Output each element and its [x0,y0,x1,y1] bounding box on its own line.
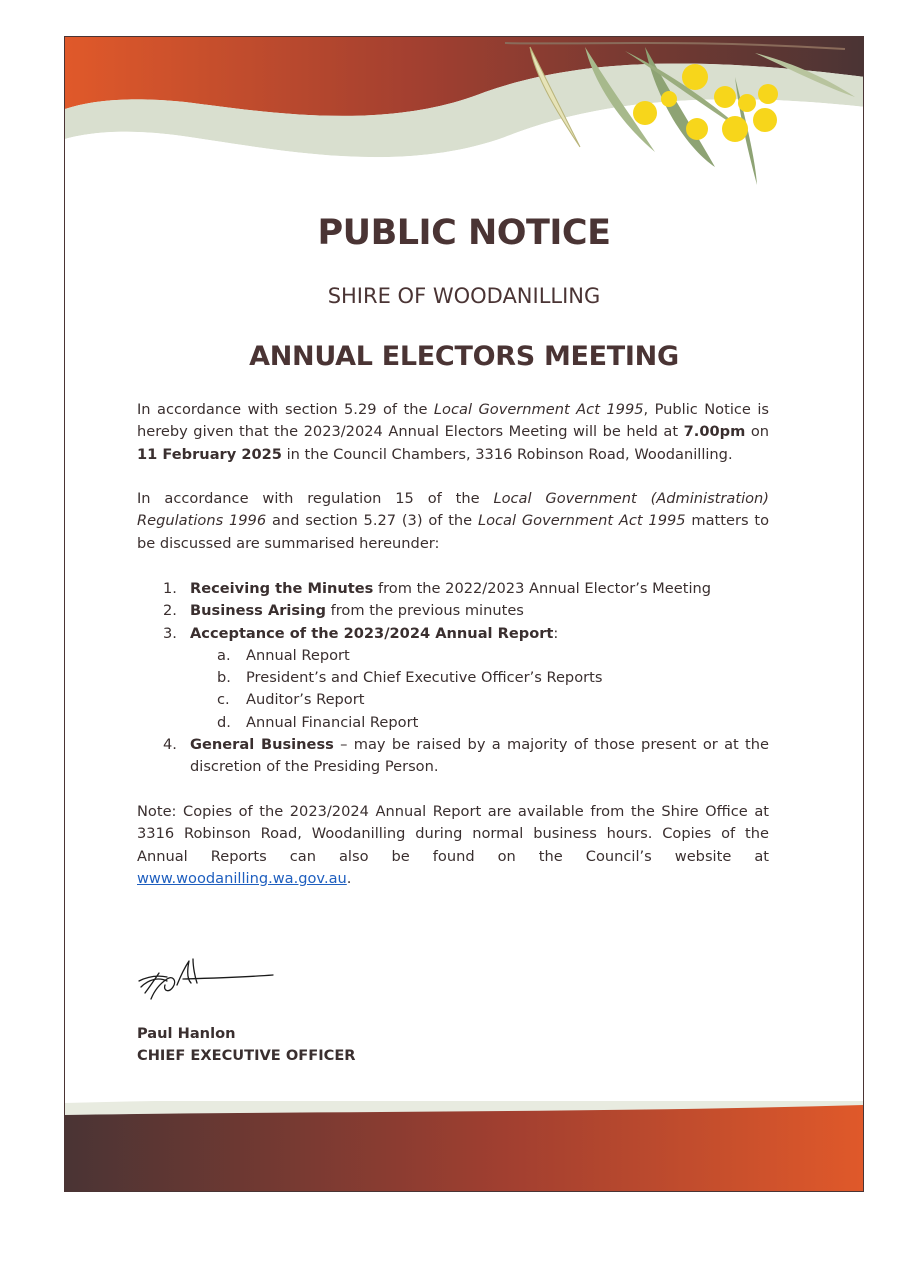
item-number: 4. [163,736,177,754]
act-name: Local Government Act 1995 [433,401,644,418]
meeting-time: 7.00pm [683,423,746,441]
header-banner [65,37,864,207]
sub-list-item [137,689,769,711]
act-name: Local Government Act 1995 [477,512,686,530]
signature-image [137,955,277,1005]
item-letter: c. [217,691,230,709]
item-number: 1. [163,580,177,597]
meeting-date: 11 February 2025 [137,445,282,463]
intro-paragraph [137,399,769,466]
agenda-list [137,578,769,779]
list-item [137,578,769,600]
item-text: Annual Financial Report [246,713,419,731]
item-text: President’s and Chief Executive Officer’s Reports [246,669,603,687]
item-letter: d. [217,713,231,731]
list-item [137,623,769,645]
note-paragraph [137,801,769,890]
text-run: In accordance with regulation 15 of the [137,490,494,507]
text-run: In accordance with section 5.29 of the [137,401,434,418]
text-run: matters to be discussed are summarised hereunder: [137,512,770,552]
regulation-paragraph [137,488,769,555]
item-letter: b. [217,669,231,687]
notice-page [64,36,864,1192]
sub-list-item [137,712,769,734]
item-letter: a. [217,646,231,664]
item-text: from the previous minutes [325,602,524,620]
item-heading: Acceptance of the 2023/2024 Annual Report [190,624,554,642]
notice-title: PUBLIC NOTICE [317,213,611,253]
text-run: . [346,869,352,887]
item-number: 2. [163,602,177,620]
item-text: Annual Report [246,646,350,664]
text-run: , Public Notice is hereby given that the 2023/2024 Annual Electors Meeting will be held at [137,401,769,441]
text-run: Note: Copies of the 2023/2024 Annual Report are available from the Shire Office at 3316 Robinson Road, Woodanilling during normal business hours. Copies of the Annual Reports can also be found on the Council’s website at [137,803,769,865]
item-heading: General Business [190,736,334,754]
list-item [137,600,769,622]
item-number: 3. [163,624,177,642]
signer-role: CHIEF EXECUTIVE OFFICER [137,1047,356,1064]
shire-name: SHIRE OF WOODANILLING [327,284,601,308]
item-text: : [553,624,559,642]
list-item [137,734,769,779]
item-text: Auditor’s Report [246,691,365,709]
text-run: in the Council Chambers, 3316 Robinson Road, Woodanilling. [281,445,733,463]
signer-name: Paul Hanlon [137,1025,236,1042]
sub-list-item [137,645,769,667]
footer-banner [65,1101,864,1191]
text-run: on [745,423,769,441]
text-run: and section 5.27 (3) of the [266,512,478,530]
item-text: – may be raised by a majority of those present or at the discretion of the Presiding Person. [190,736,769,776]
regulations-name: Local Government (Administration) Regulations 1996 [137,490,769,530]
footer-wave [65,1105,864,1191]
sub-list-item [137,667,769,689]
item-heading: Business Arising [190,602,326,620]
website-link[interactable]: www.woodanilling.wa.gov.au [137,869,347,887]
meeting-title: ANNUAL ELECTORS MEETING [249,341,679,372]
item-heading: Receiving the Minutes [190,580,374,597]
item-text: from the 2022/2023 Annual Elector’s Meeting [373,580,712,597]
